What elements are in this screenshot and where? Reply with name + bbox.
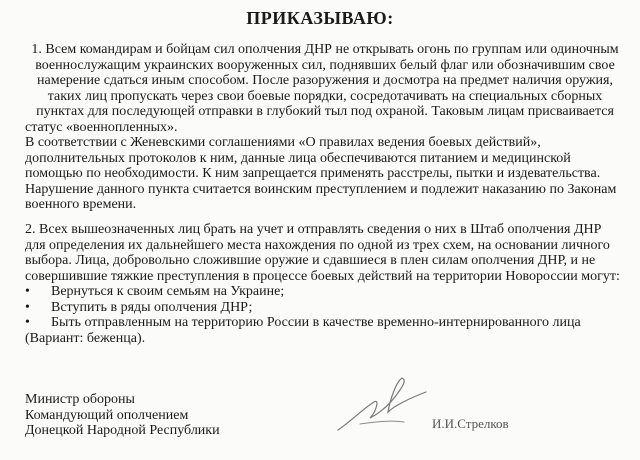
text-line: 1. Всем командирам и бойцам сил ополчения ДНР не открывать огонь по группам или одиночным [31, 42, 619, 57]
signature-title-block [25, 392, 220, 439]
text-line: военнослужащим украинских вооруженных сил, поднявших белый флаг или обозначившим свое [35, 57, 615, 73]
signatory-title-line: Министр обороны [25, 392, 135, 407]
list-item-text: Вступить в ряды ополчения ДНР; [51, 299, 253, 315]
list-item-text: Быть отправленным на территорию России в качестве временно-интернированного лица [51, 315, 581, 330]
bullet-icon: • [25, 284, 30, 299]
text-line: статус «военнопленных». [25, 119, 178, 135]
bullet-icon: • [25, 315, 30, 330]
text-line: помощью по необходимости. К ним запрещается применять расстрелы, пытки и издевательства. [25, 166, 601, 181]
handwritten-signature [330, 372, 440, 438]
text-line: военного времени. [25, 197, 137, 212]
signatory-title-line: Командующий ополчением [25, 407, 189, 423]
bullet-icon: • [25, 299, 30, 315]
text-line: для определения их дальнейшего места нахождения по одной из трех схем, на основании личного [25, 237, 610, 253]
paragraph-1 [25, 42, 625, 213]
list-item [25, 315, 625, 331]
text-line: (Вариант: беженца). [25, 330, 146, 346]
text-line: В соответствии с Женевскими соглашениями «О правилах ведения боевых действий», [25, 135, 541, 150]
list-item [25, 284, 625, 300]
text-line: Нарушение данного пункта считается воинским преступлением и подлежит наказанию по Законам [25, 181, 617, 197]
order-heading: ПРИКАЗЫВАЮ: [246, 8, 394, 28]
text-line: намерение сдаться иным способом. После разоружения и досмотра на предмет наличия оружия, [37, 73, 613, 88]
list-item-text: Вернуться к своим семьям на Украине; [51, 284, 285, 299]
text-line: выбора. Лица, добровольно сложившие оружие и сдавшиеся в плен силам ополчения ДНР, и не [25, 253, 596, 268]
text-line: пунктах для последующей отправки в глубокий тыл под охраной. Таковым лицам присваивается [36, 104, 614, 119]
text-line: таких лиц пропускать через свои боевые порядки, сосредотачивать на специальных сборных [47, 88, 603, 104]
paragraph-2 [25, 222, 625, 346]
signatory-title-line: Донецкой Народной Республики [25, 423, 220, 438]
text-line: 2. Всех вышеозначенных лиц брать на учет и отправлять сведения о них в Штаб ополчения ДНР [25, 222, 602, 237]
text-line: совершившие тяжкие преступления в процессе боевых действий на территории Новороссии могут: [25, 268, 620, 284]
signer-name: И.И.Стрелков [432, 416, 509, 431]
list-item [25, 300, 625, 316]
text-line: дополнительных протоколов к ним, данные лица обеспечиваются питанием и медицинской [25, 150, 571, 166]
